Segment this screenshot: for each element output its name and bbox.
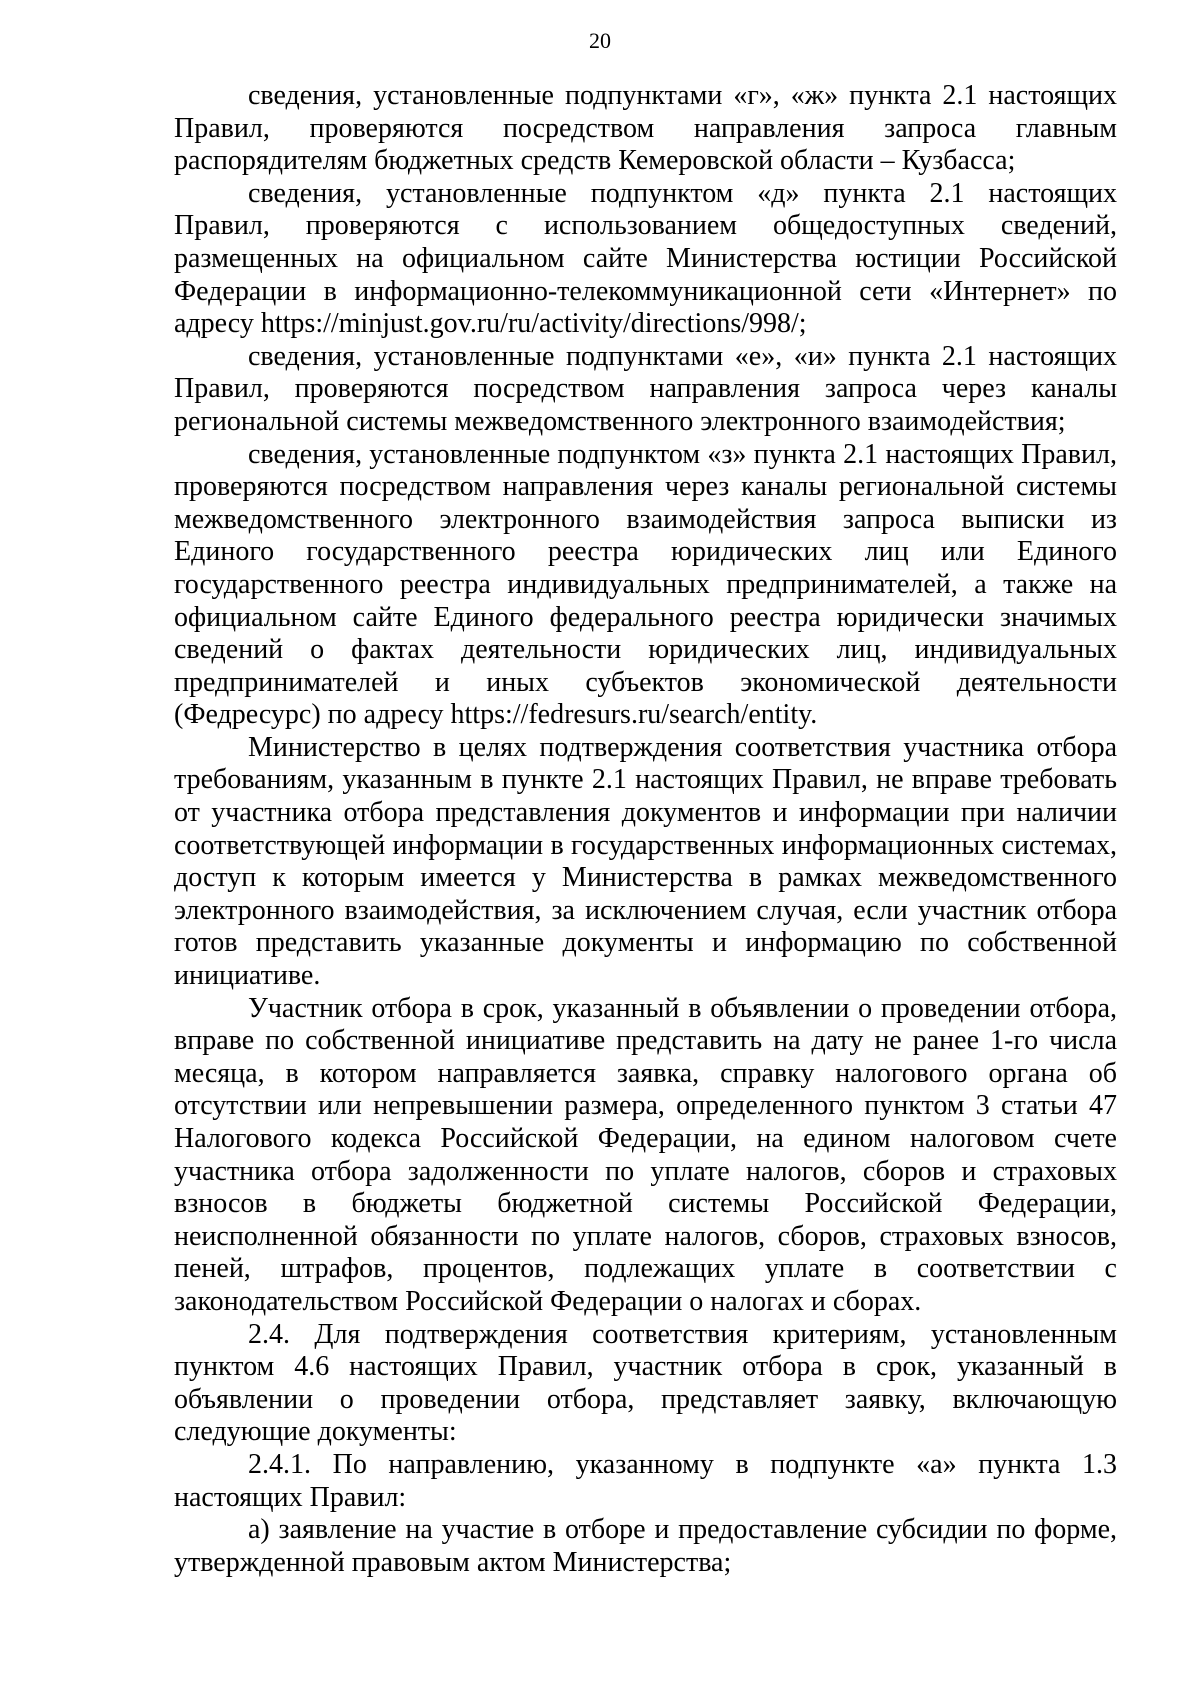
paragraph-item-a: а) заявление на участие в отборе и предоставление субсидии по форме, утвержденной правовым актом Министерства; [174,1514,1117,1578]
paragraph-section-2-4: 2.4. Для подтверждения соответствия критериям, установленным пунктом 4.6 настоящих Правил, участник отбора в срок, указанный в объявлении о проведении отбора, представляет заявку, включающую следующие документы: [174,1318,1117,1448]
paragraph-info-g-zh: сведения, установленные подпунктами «г», «ж» пункта 2.1 настоящих Правил, проверяются посредством направления запроса главным распорядителям бюджетных средств Кемеровской области – Кузбасса; [174,80,1117,177]
paragraph-info-d: сведения, установленные подпунктом «д» пункта 2.1 настоящих Правил, проверяются с использованием общедоступных сведений, размещенных на официальном сайте Министерства юстиции Российской Федерации в информационно-телекоммуникационной сети «Интернет» по адресу https://minjust.gov.ru/ru/activity/directions/998/; [174,177,1117,340]
paragraph-info-z: сведения, установленные подпунктом «з» пункта 2.1 настоящих Правил, проверяются посредством направления через каналы региональной системы межведомственного электронного взаимодействия запроса выписки из Единого государственного реестра юридических лиц или Единого государственного реестра индивидуальных предпринимателей, а также на официальном сайте Единого федерального реестра юридически значимых сведений о фактах деятельности юридических лиц, индивидуальных предпринимателей и иных субъектов экономической деятельности (Федресурс) по адресу https://fedresurs.ru/search/entity. [174,438,1117,731]
paragraph-tax-certificate: Участник отбора в срок, указанный в объявлении о проведении отбора, вправе по собственной инициативе представить на дату не ранее 1-го числа месяца, в котором направляется заявка, справку налогового органа об отсутствии или непревышении размера, определенного пунктом 3 статьи 47 Налогового кодекса Российской Федерации, на едином налоговом счете участника отбора задолженности по уплате налогов, сборов и страховых взносов в бюджеты бюджетной системы Российской Федерации, неисполненной обязанности по уплате налогов, сборов, страховых взносов, пеней, штрафов, процентов, подлежащих уплате в соответствии с законодательством Российской Федерации о налогах и сборах. [174,992,1117,1317]
paragraph-info-e-i: сведения, установленные подпунктами «е», «и» пункта 2.1 настоящих Правил, проверяются посредством направления запроса через каналы региональной системы межведомственного электронного взаимодействия; [174,340,1117,437]
document-body [174,80,1117,1579]
paragraph-ministry-requirements: Министерство в целях подтверждения соответствия участника отбора требованиям, указанным в пункте 2.1 настоящих Правил, не вправе требовать от участника отбора представления документов и информации при наличии соответствующей информации в государственных информационных системах, доступ к которым имеется у Министерства в рамках межведомственного электронного взаимодействия, за исключением случая, если участник отбора готов представить указанные документы и информацию по собственной инициативе. [174,731,1117,992]
paragraph-section-2-4-1: 2.4.1. По направлению, указанному в подпункте «а» пункта 1.3 настоящих Правил: [174,1448,1117,1513]
page-number: 20 [589,28,611,53]
